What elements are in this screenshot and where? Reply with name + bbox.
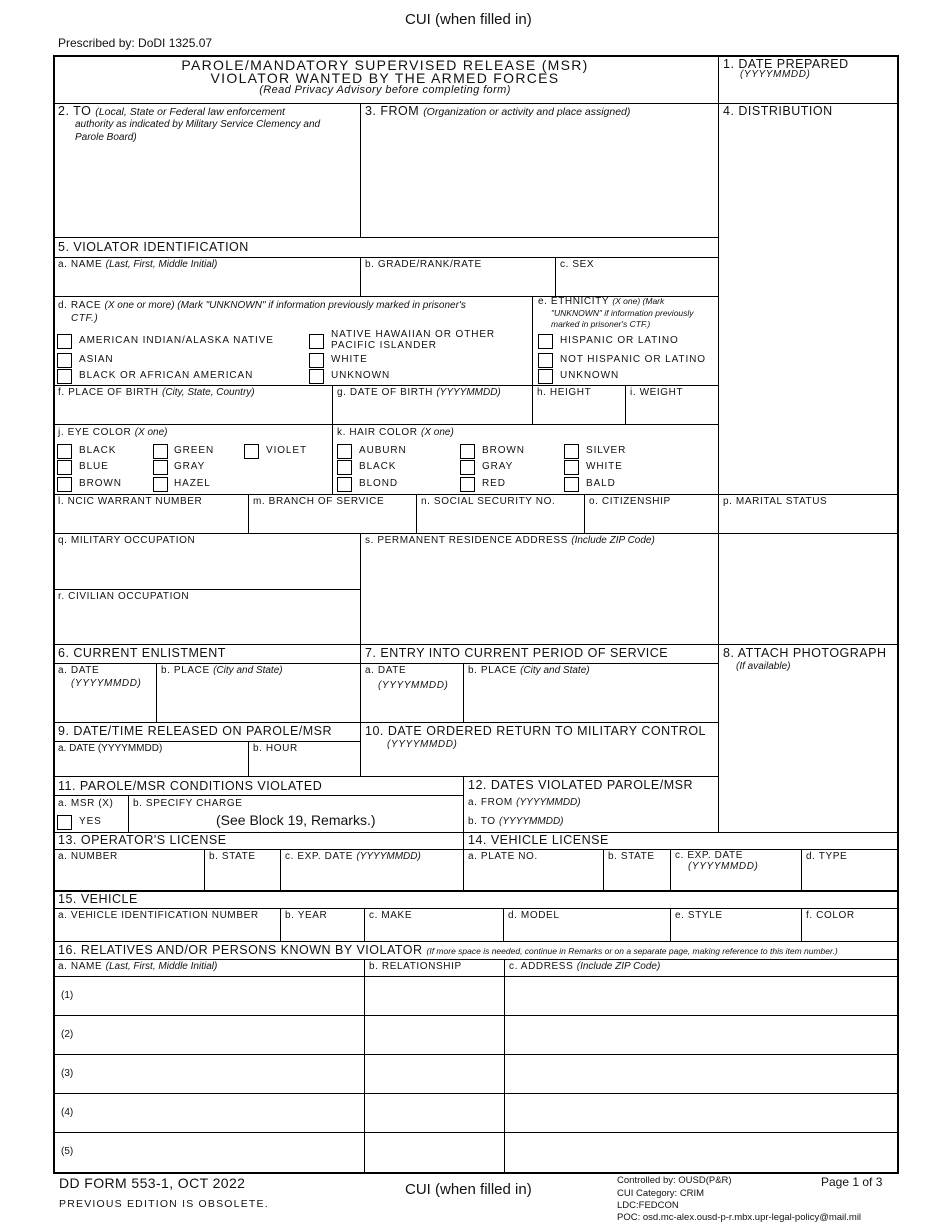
race-white-checkbox[interactable] bbox=[309, 353, 324, 368]
race-black-checkbox[interactable] bbox=[57, 369, 72, 384]
date-of-birth-field[interactable] bbox=[334, 400, 530, 423]
date-prepared-field[interactable] bbox=[720, 82, 896, 102]
ncic-warrant-label: l. NCIC WARRANT NUMBER bbox=[58, 496, 203, 507]
violator-identification-label: 5. VIOLATOR IDENTIFICATION bbox=[58, 240, 249, 254]
plate-exp-date-format: (YYYYMMDD) bbox=[688, 861, 759, 872]
name-field[interactable] bbox=[55, 272, 358, 295]
relative-address-field[interactable] bbox=[506, 1056, 896, 1092]
relative-row-number: (2) bbox=[61, 1029, 74, 1040]
eye-option-label: GRAY bbox=[174, 461, 206, 472]
hair-option-label: GRAY bbox=[482, 461, 514, 472]
civilian-occupation-field[interactable] bbox=[55, 604, 358, 643]
eye-option-label: BROWN bbox=[79, 478, 122, 489]
msr-yes-label: YES bbox=[79, 816, 102, 827]
eye-option-label: VIOLET bbox=[266, 445, 307, 456]
relative-row-number: (3) bbox=[61, 1068, 74, 1079]
enlistment-date-format: (YYYYMMDD) bbox=[71, 678, 142, 689]
released-hour-field[interactable] bbox=[250, 756, 358, 775]
plate-type-label: d. TYPE bbox=[806, 851, 848, 862]
eye-violet-checkbox[interactable] bbox=[244, 444, 259, 459]
ethnicity-option-label: NOT HISPANIC OR LATINO bbox=[560, 354, 706, 365]
vehicle-color-field[interactable] bbox=[803, 923, 896, 940]
dates-violated-label: 12. DATES VIOLATED PAROLE/MSR bbox=[468, 778, 693, 792]
license-state-label: b. STATE bbox=[209, 851, 256, 862]
grade-field[interactable] bbox=[362, 272, 553, 295]
military-occupation-field[interactable] bbox=[55, 548, 358, 588]
ethnicity-option-label: UNKNOWN bbox=[560, 370, 620, 381]
ethnicity-note-line2: "UNKNOWN" if information previously bbox=[551, 308, 694, 318]
ncic-warrant-field[interactable] bbox=[55, 509, 246, 532]
hair-option-label: BROWN bbox=[482, 445, 525, 456]
race-option-label: BLACK OR AFRICAN AMERICAN bbox=[79, 370, 254, 381]
date-of-birth-label: g. DATE OF BIRTH (YYYYMMDD) bbox=[337, 387, 501, 398]
date-prepared-format: (YYYYMMDD) bbox=[740, 69, 811, 80]
eye-option-label: HAZEL bbox=[174, 478, 211, 489]
vin-label: a. VEHICLE IDENTIFICATION NUMBER bbox=[58, 910, 259, 921]
branch-of-service-label: m. BRANCH OF SERVICE bbox=[253, 496, 385, 507]
eye-option-label: BLUE bbox=[79, 461, 109, 472]
cui-category: CUI Category: CRIM bbox=[617, 1188, 705, 1199]
photograph-area[interactable] bbox=[720, 676, 896, 831]
violated-to-label: b. TO (YYYYMMDD) bbox=[468, 816, 564, 827]
eye-gray-checkbox[interactable] bbox=[153, 460, 168, 475]
attach-photograph-label: 8. ATTACH PHOTOGRAPH bbox=[723, 646, 887, 660]
hair-red-checkbox[interactable] bbox=[460, 477, 475, 492]
eye-green-checkbox[interactable] bbox=[153, 444, 168, 459]
race-american-indian-checkbox[interactable] bbox=[57, 334, 72, 349]
race-option-label: NATIVE HAWAIIAN OR OTHER bbox=[331, 329, 496, 340]
relative-row-number: (5) bbox=[61, 1146, 74, 1157]
date-ordered-return-field[interactable] bbox=[362, 754, 716, 775]
date-prepared-label: 1. DATE PREPARED bbox=[723, 57, 849, 71]
form-number: DD FORM 553-1, OCT 2022 bbox=[59, 1175, 246, 1191]
msr-yes-checkbox[interactable] bbox=[57, 815, 72, 830]
relative-address-field[interactable] bbox=[506, 1134, 896, 1171]
previous-edition-note: PREVIOUS EDITION IS OBSOLETE. bbox=[59, 1198, 269, 1210]
entry-date-field[interactable] bbox=[362, 694, 461, 721]
hair-option-label: BLACK bbox=[359, 461, 397, 472]
race-option-label: ASIAN bbox=[79, 354, 114, 365]
relative-relationship-field[interactable] bbox=[366, 1017, 502, 1053]
relative-relationship-field[interactable] bbox=[366, 1134, 502, 1171]
specify-charge-value[interactable]: (See Block 19, Remarks.) bbox=[216, 812, 376, 828]
vehicle-make-field[interactable] bbox=[366, 923, 501, 940]
relative-name-header: a. NAME (Last, First, Middle Initial) bbox=[58, 961, 218, 972]
relative-address-field[interactable] bbox=[506, 978, 896, 1014]
vehicle-model-field[interactable] bbox=[505, 923, 668, 940]
vehicle-make-label: c. MAKE bbox=[369, 910, 413, 921]
relative-name-field[interactable] bbox=[80, 978, 362, 1014]
plate-number-label: a. PLATE NO. bbox=[468, 851, 538, 862]
released-date-label: a. DATE (YYYYMMDD) bbox=[58, 743, 163, 754]
ethnicity-note-line3: marked in prisoner's CTF.) bbox=[551, 319, 651, 329]
distribution-label: 4. DISTRIBUTION bbox=[723, 104, 833, 118]
ssn-label: n. SOCIAL SECURITY NO. bbox=[421, 496, 556, 507]
entry-date-label: a. DATE bbox=[365, 665, 407, 676]
relatives-label: 16. RELATIVES AND/OR PERSONS KNOWN BY VIOLATOR (If more space is needed, continue in Remarks or on a separate page, making reference to this item number.) bbox=[58, 943, 838, 957]
date-ordered-return-format: (YYYYMMDD) bbox=[387, 739, 458, 750]
relative-address-header: c. ADDRESS (Include ZIP Code) bbox=[509, 961, 661, 972]
relative-row-number: (1) bbox=[61, 990, 74, 1001]
license-number-field[interactable] bbox=[55, 864, 202, 889]
entry-current-service-label: 7. ENTRY INTO CURRENT PERIOD OF SERVICE bbox=[365, 646, 669, 660]
ethnicity-unknown-checkbox[interactable] bbox=[538, 369, 553, 384]
plate-number-field[interactable] bbox=[465, 864, 601, 889]
relative-row-number: (4) bbox=[61, 1107, 74, 1118]
hair-auburn-checkbox[interactable] bbox=[337, 444, 352, 459]
ethnicity-not-hispanic-checkbox[interactable] bbox=[538, 353, 553, 368]
eye-option-label: GREEN bbox=[174, 445, 215, 456]
to-label: 2. TO (Local, State or Federal law enforcement bbox=[58, 104, 285, 118]
cui-header: CUI (when filled in) bbox=[405, 11, 532, 28]
hair-option-label: RED bbox=[482, 478, 506, 489]
vehicle-label: 15. VEHICLE bbox=[58, 892, 138, 906]
relative-relationship-field[interactable] bbox=[366, 978, 502, 1014]
distribution-field[interactable] bbox=[720, 122, 896, 492]
operators-license-label: 13. OPERATOR'S LICENSE bbox=[58, 833, 227, 847]
sex-label: c. SEX bbox=[560, 259, 595, 270]
race-option-label: WHITE bbox=[331, 354, 368, 365]
poc: POC: osd.mc-alex.ousd-p-r.mbx.upr-legal-policy@mail.mil bbox=[617, 1212, 862, 1223]
eye-blue-checkbox[interactable] bbox=[57, 460, 72, 475]
to-note-line2: authority as indicated by Military Service Clemency and bbox=[75, 119, 321, 130]
license-exp-date-field[interactable] bbox=[282, 864, 461, 889]
residence-address-field[interactable] bbox=[362, 548, 896, 643]
ethnicity-hispanic-checkbox[interactable] bbox=[538, 334, 553, 349]
relative-address-field[interactable] bbox=[506, 1017, 896, 1053]
citizenship-field[interactable] bbox=[586, 509, 716, 532]
vin-field[interactable] bbox=[55, 923, 278, 940]
place-of-birth-label: f. PLACE OF BIRTH (City, State, Country) bbox=[58, 387, 255, 398]
vehicle-color-label: f. COLOR bbox=[806, 910, 855, 921]
race-native-hawaiian-checkbox[interactable] bbox=[309, 334, 324, 349]
ethnicity-label: e. ETHNICITY (X one) (Mark bbox=[538, 296, 665, 307]
vehicle-license-label: 14. VEHICLE LICENSE bbox=[468, 833, 609, 847]
hair-gray-checkbox[interactable] bbox=[460, 460, 475, 475]
current-enlistment-label: 6. CURRENT ENLISTMENT bbox=[58, 646, 226, 660]
race-asian-checkbox[interactable] bbox=[57, 353, 72, 368]
vehicle-model-label: d. MODEL bbox=[508, 910, 560, 921]
hair-color-label: k. HAIR COLOR (X one) bbox=[337, 427, 454, 438]
enlistment-date-field[interactable] bbox=[55, 692, 154, 721]
ldc: LDC:FEDCON bbox=[617, 1200, 679, 1211]
to-field[interactable] bbox=[55, 148, 358, 235]
branch-of-service-field[interactable] bbox=[250, 509, 414, 532]
enlistment-place-field[interactable] bbox=[158, 680, 358, 721]
relative-relationship-field[interactable] bbox=[366, 1095, 502, 1131]
plate-type-field[interactable] bbox=[803, 864, 896, 889]
from-field[interactable] bbox=[362, 122, 716, 235]
hair-blond-checkbox[interactable] bbox=[337, 477, 352, 492]
relative-name-field[interactable] bbox=[80, 1017, 362, 1053]
ethnicity-option-label: HISPANIC OR LATINO bbox=[560, 335, 679, 346]
relative-name-field[interactable] bbox=[80, 1095, 362, 1131]
citizenship-label: o. CITIZENSHIP bbox=[589, 496, 671, 507]
height-field[interactable] bbox=[534, 400, 623, 423]
marital-status-label: p. MARITAL STATUS bbox=[723, 496, 828, 507]
form-title-line2: VIOLATOR WANTED BY THE ARMED FORCES bbox=[210, 70, 560, 86]
hair-option-label: BLOND bbox=[359, 478, 398, 489]
to-note-line3: Parole Board) bbox=[75, 132, 137, 143]
hair-bald-checkbox[interactable] bbox=[564, 477, 579, 492]
marital-status-field[interactable] bbox=[720, 509, 896, 532]
eye-hazel-checkbox[interactable] bbox=[153, 477, 168, 492]
entry-date-format: (YYYYMMDD) bbox=[378, 680, 449, 691]
weight-field[interactable] bbox=[627, 400, 716, 423]
race-unknown-checkbox[interactable] bbox=[309, 369, 324, 384]
hair-white-checkbox[interactable] bbox=[564, 460, 579, 475]
civilian-occupation-label: r. CIVILIAN OCCUPATION bbox=[58, 591, 190, 602]
hair-option-label: WHITE bbox=[586, 461, 623, 472]
military-occupation-label: q. MILITARY OCCUPATION bbox=[58, 535, 196, 546]
eye-black-checkbox[interactable] bbox=[57, 444, 72, 459]
released-hour-label: b. HOUR bbox=[253, 743, 298, 754]
vehicle-style-field[interactable] bbox=[672, 923, 799, 940]
hair-option-label: SILVER bbox=[586, 445, 627, 456]
eye-color-label: j. EYE COLOR (X one) bbox=[58, 427, 168, 438]
residence-address-label: s. PERMANENT RESIDENCE ADDRESS (Include ZIP Code) bbox=[365, 535, 655, 546]
hair-option-label: BALD bbox=[586, 478, 616, 489]
plate-exp-date-label: c. EXP. DATE bbox=[675, 850, 743, 861]
height-label: h. HEIGHT bbox=[537, 387, 592, 398]
grade-label: b. GRADE/RANK/RATE bbox=[365, 259, 482, 270]
place-of-birth-field[interactable] bbox=[55, 400, 330, 423]
attach-photograph-note: (If available) bbox=[736, 661, 791, 672]
license-state-field[interactable] bbox=[206, 864, 278, 889]
msr-label: a. MSR (X) bbox=[58, 798, 114, 809]
form-title-line1: PAROLE/MANDATORY SUPERVISED RELEASE (MSR) bbox=[181, 57, 589, 73]
form-title-note: (Read Privacy Advisory before completing form) bbox=[259, 84, 511, 96]
entry-place-label: b. PLACE (City and State) bbox=[468, 665, 590, 676]
name-label: a. NAME (Last, First, Middle Initial) bbox=[58, 259, 218, 270]
hair-black-checkbox[interactable] bbox=[337, 460, 352, 475]
enlistment-date-label: a. DATE bbox=[58, 665, 100, 676]
relative-name-field[interactable] bbox=[80, 1056, 362, 1092]
vehicle-year-field[interactable] bbox=[282, 923, 362, 940]
specify-charge-label: b. SPECIFY CHARGE bbox=[133, 798, 243, 809]
from-label: 3. FROM (Organization or activity and place assigned) bbox=[365, 104, 631, 118]
plate-state-label: b. STATE bbox=[608, 851, 655, 862]
cui-footer: CUI (when filled in) bbox=[405, 1181, 532, 1198]
license-number-label: a. NUMBER bbox=[58, 851, 118, 862]
relative-name-field[interactable] bbox=[80, 1134, 362, 1171]
violated-to-field[interactable] bbox=[600, 814, 716, 830]
violated-from-field[interactable] bbox=[600, 795, 716, 811]
relative-relationship-field[interactable] bbox=[366, 1056, 502, 1092]
relationship-header: b. RELATIONSHIP bbox=[369, 961, 462, 972]
hair-silver-checkbox[interactable] bbox=[564, 444, 579, 459]
vehicle-style-label: e. STYLE bbox=[675, 910, 723, 921]
sex-field[interactable] bbox=[557, 272, 716, 295]
enlistment-place-label: b. PLACE (City and State) bbox=[161, 665, 283, 676]
released-date-field[interactable] bbox=[55, 756, 246, 775]
race-option-label: PACIFIC ISLANDER bbox=[331, 340, 437, 351]
hair-option-label: AUBURN bbox=[359, 445, 407, 456]
controlled-by: Controlled by: OUSD(P&R) bbox=[617, 1175, 732, 1186]
date-time-released-label: 9. DATE/TIME RELEASED ON PAROLE/MSR bbox=[58, 724, 333, 738]
vehicle-year-label: b. YEAR bbox=[285, 910, 328, 921]
ssn-field[interactable] bbox=[418, 509, 582, 532]
entry-place-field[interactable] bbox=[465, 680, 716, 721]
weight-label: i. WEIGHT bbox=[630, 387, 684, 398]
hair-brown-checkbox[interactable] bbox=[460, 444, 475, 459]
prescribed-by: Prescribed by: DoDI 1325.07 bbox=[58, 36, 213, 50]
race-option-label: AMERICAN INDIAN/ALASKA NATIVE bbox=[79, 335, 274, 346]
violated-from-label: a. FROM (YYYYMMDD) bbox=[468, 797, 581, 808]
plate-state-field[interactable] bbox=[605, 864, 668, 889]
date-ordered-return-label: 10. DATE ORDERED RETURN TO MILITARY CONTROL bbox=[365, 724, 707, 738]
relative-address-field[interactable] bbox=[506, 1095, 896, 1131]
plate-exp-date-field[interactable] bbox=[672, 874, 799, 889]
race-option-label: UNKNOWN bbox=[331, 370, 391, 381]
eye-brown-checkbox[interactable] bbox=[57, 477, 72, 492]
race-label: d. RACE (X one or more) (Mark "UNKNOWN" if information previously marked in prisoner's bbox=[58, 300, 466, 311]
page-number: Page 1 of 3 bbox=[821, 1175, 883, 1189]
race-note-line2: CTF.) bbox=[71, 313, 99, 324]
license-exp-date-label: c. EXP. DATE (YYYYMMDD) bbox=[285, 851, 421, 862]
conditions-violated-label: 11. PAROLE/MSR CONDITIONS VIOLATED bbox=[58, 779, 323, 793]
eye-option-label: BLACK bbox=[79, 445, 117, 456]
